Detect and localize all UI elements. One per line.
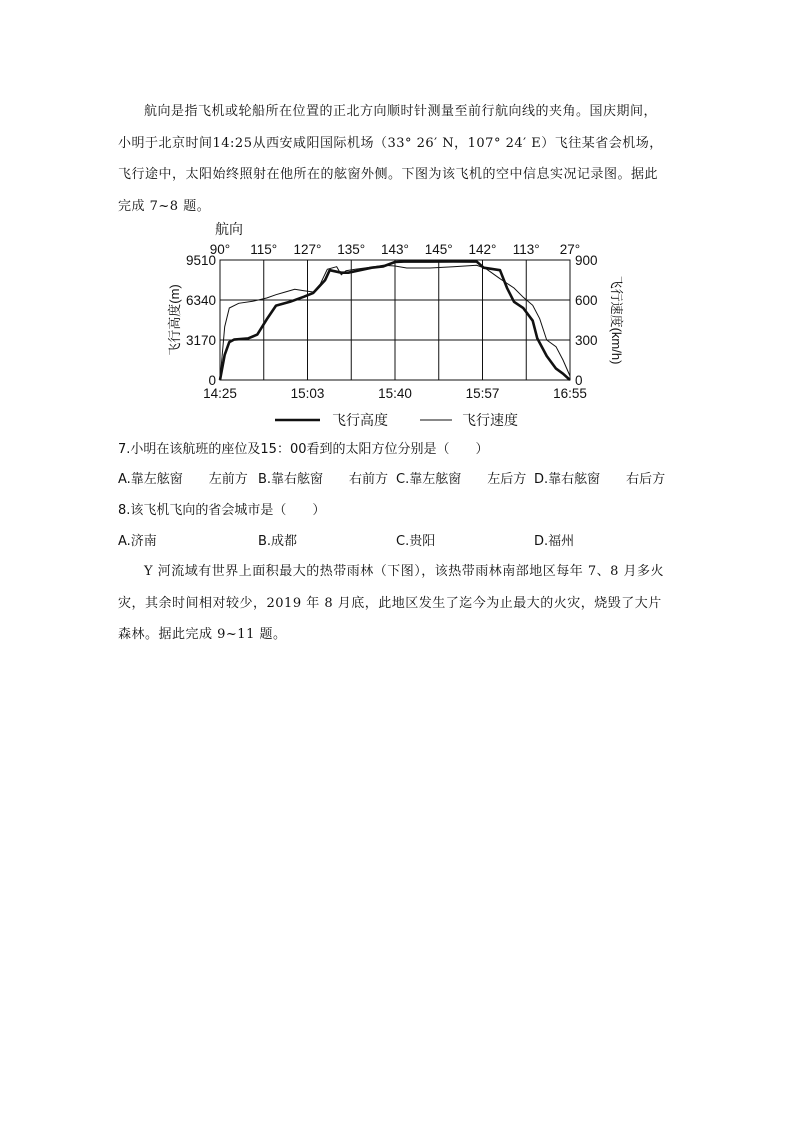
- q7-option-c[interactable]: C.靠左舷窗 左后方: [396, 472, 527, 487]
- y-left-tick-label: 0: [208, 373, 216, 388]
- heading-label: 142°: [468, 242, 497, 257]
- y-right-tick-label: 0: [575, 373, 583, 388]
- q8-stem: 8.该飞机飞向的省会城市是（ ）: [118, 503, 326, 518]
- heading-label: 113°: [512, 242, 540, 257]
- passage2-line-3: 森林。据此完成 9~11 题。: [118, 627, 287, 642]
- intro-line-2: 小明于北京时间14:25从西安咸阳国际机场（33° 26′ N，107° 24′ E）飞往某省会机场，: [118, 135, 663, 151]
- chart-legend: [275, 412, 518, 428]
- heading-label: 127°: [293, 242, 322, 257]
- heading-label: 27°: [559, 242, 581, 257]
- heading-title: 航向: [215, 221, 243, 237]
- heading-label: 90°: [209, 242, 231, 257]
- q7-option-d[interactable]: D.靠右舷窗 右后方: [534, 472, 666, 487]
- heading-label: 143°: [381, 242, 409, 257]
- intro-paragraph: [118, 96, 680, 222]
- legend-label-altitude: 飞行高度: [332, 412, 388, 428]
- chart-grid: [220, 260, 570, 380]
- q8-option-c[interactable]: C.贵阳: [396, 534, 436, 549]
- x-tick-label: 15:03: [290, 386, 325, 401]
- y-left-tick-label: 9510: [185, 253, 216, 268]
- passage2-line-2: 灾，其余时间相对较少，2019 年 8 月底，此地区发生了迄今为止最大的火灾，烧毁了大片: [118, 595, 662, 611]
- intro-line-3: 飞行途中，太阳始终照射在他所在的舷窗外侧。下图为该飞机的空中信息实况记录图。据此: [118, 167, 659, 182]
- y-right-tick-label: 600: [575, 293, 598, 308]
- x-tick-label: 14:25: [203, 386, 237, 401]
- legend-label-speed: 飞行速度: [462, 412, 518, 428]
- y-left-tick-label: 6340: [185, 293, 216, 308]
- x-tick-label: 15:40: [378, 386, 412, 401]
- passage2-line-1: Y 河流域有世界上面积最大的热带雨林（下图），该热带雨林南部地区每年 7、8 月多火: [144, 564, 665, 579]
- y-left-tick-label: 3170: [185, 333, 216, 348]
- y-left-axis-label: 飞行高度(m): [167, 284, 182, 356]
- y-right-ticks: [575, 253, 598, 388]
- q8-option-a[interactable]: A.济南: [118, 534, 157, 549]
- y-left-ticks: [186, 253, 216, 388]
- y-right-tick-label: 300: [575, 333, 598, 348]
- heading-labels: [210, 242, 580, 257]
- heading-label: 145°: [424, 242, 453, 257]
- x-ticks: [203, 386, 587, 401]
- q8-option-b[interactable]: B.成都: [258, 534, 298, 549]
- passage2-paragraph: [118, 556, 680, 651]
- y-right-axis-label: 飞行速度(km/h): [609, 275, 624, 365]
- heading-label: 135°: [337, 242, 366, 257]
- x-tick-label: 15:57: [465, 386, 500, 401]
- x-tick-label: 16:55: [553, 386, 587, 401]
- y-right-tick-label: 900: [575, 253, 598, 268]
- q8-option-d[interactable]: D.福州: [534, 534, 575, 549]
- heading-label: 115°: [250, 242, 278, 257]
- intro-line-1: 航向是指飞机或轮船所在位置的正北方向顺时针测量至前行航向线的夹角。国庆期间，: [144, 104, 658, 119]
- intro-line-4: 完成 7~8 题。: [118, 198, 211, 214]
- q7-option-b[interactable]: B.靠右舷窗 右前方: [258, 472, 389, 487]
- q7-option-a[interactable]: A.靠左舷窗 左前方: [118, 472, 248, 487]
- flight-info-chart: [160, 218, 630, 433]
- q7-stem: 7.小明在该航班的座位及15：00看到的太阳方位分别是（ ）: [118, 442, 489, 457]
